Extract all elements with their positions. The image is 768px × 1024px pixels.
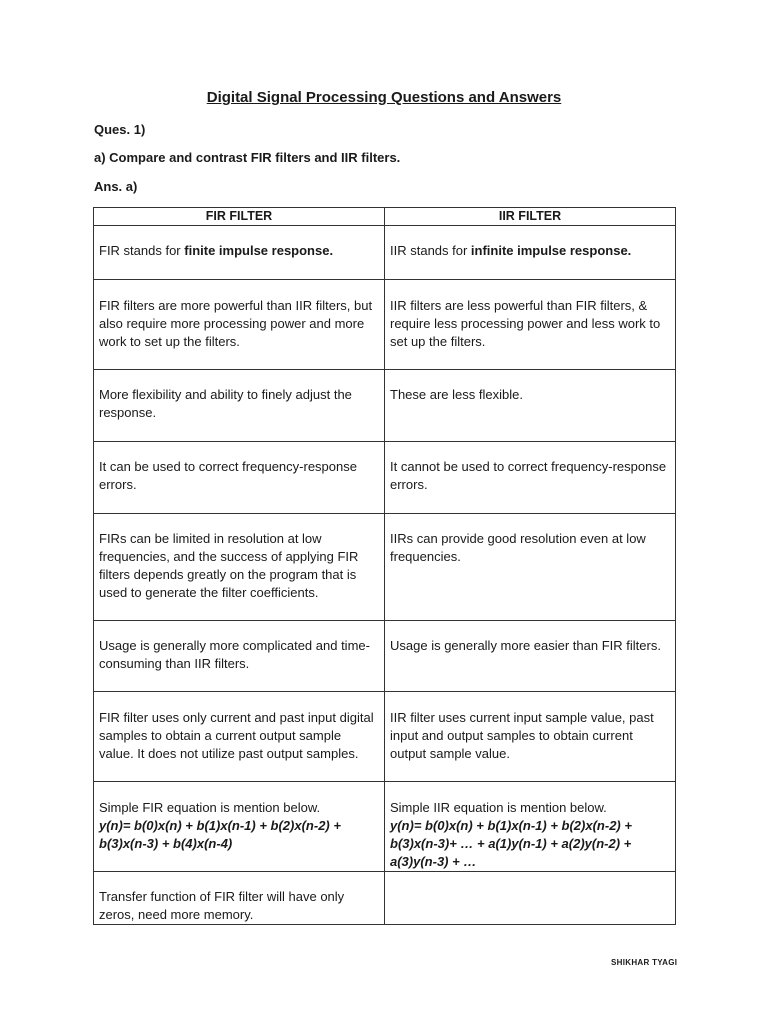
table-row [94, 621, 676, 692]
fir-cell: FIR stands for finite impulse response. [94, 226, 385, 280]
question-label: Ques. 1) [94, 122, 146, 137]
iir-cell: Simple IIR equation is mention below. y(n)= b(0)x(n) + b(1)x(n-1) + b(2)x(n-2) + b(3)x(n-3)+ … + a(1)y(n-1) + a(2)y(n-2) + a(3)y(n-3) + … [385, 782, 676, 872]
comparison-table [93, 207, 676, 925]
table-row [94, 370, 676, 442]
document-title: Digital Signal Processing Questions and Answers [206, 89, 562, 106]
table-row [94, 782, 676, 872]
iir-cell: IIRs can provide good resolution even at low frequencies. [385, 514, 676, 621]
iir-cell: IIR stands for infinite impulse response. [385, 226, 676, 280]
question-text: a) Compare and contrast FIR filters and IIR filters. [94, 150, 401, 165]
fir-cell: FIR filters are more powerful than IIR filters, but also require more processing power and more work to set up the filters. [94, 280, 385, 370]
iir-cell: IIR filters are less powerful than FIR filters, & require less processing power and less work to set up the filters. [385, 280, 676, 370]
iir-cell: Usage is generally more easier than FIR filters. [385, 621, 676, 692]
table-row [94, 442, 676, 514]
fir-cell: Transfer function of FIR filter will have only zeros, need more memory. [94, 872, 385, 925]
table-row [94, 692, 676, 782]
fir-cell: FIRs can be limited in resolution at low frequencies, and the success of applying FIR filters depends greatly on the program that is used to generate the filter coefficients. [94, 514, 385, 621]
fir-cell: FIR filter uses only current and past input digital samples to obtain a current output sample value. It does not utilize past output samples. [94, 692, 385, 782]
iir-cell: These are less flexible. [385, 370, 676, 442]
fir-cell: More flexibility and ability to finely adjust the response. [94, 370, 385, 442]
header-iir: IIR FILTER [385, 208, 676, 226]
fir-cell: Usage is generally more complicated and time-consuming than IIR filters. [94, 621, 385, 692]
iir-equation: y(n)= b(0)x(n) + b(1)x(n-1) + b(2)x(n-2) + b(3)x(n-3)+ … + a(1)y(n-1) + a(2)y(n-2) + a(3)y(n-3) + … [390, 818, 632, 869]
fir-cell: It can be used to correct frequency-response errors. [94, 442, 385, 514]
iir-cell: IIR filter uses current input sample value, past input and output samples to obtain current output sample value. [385, 692, 676, 782]
table-header-row [94, 208, 676, 226]
table-row [94, 872, 676, 925]
table-row [94, 514, 676, 621]
iir-cell: It cannot be used to correct frequency-response errors. [385, 442, 676, 514]
iir-cell [385, 872, 676, 925]
fir-equation: y(n)= b(0)x(n) + b(1)x(n-1) + b(2)x(n-2) + b(3)x(n-3) + b(4)x(n-4) [99, 818, 341, 851]
table-row [94, 226, 676, 280]
answer-label: Ans. a) [94, 179, 138, 194]
footer-author: SHIKHAR TYAGI [611, 958, 678, 967]
fir-cell: Simple FIR equation is mention below. y(n)= b(0)x(n) + b(1)x(n-1) + b(2)x(n-2) + b(3)x(n-3) + b(4)x(n-4) [94, 782, 385, 872]
table-row [94, 280, 676, 370]
header-fir: FIR FILTER [94, 208, 385, 226]
